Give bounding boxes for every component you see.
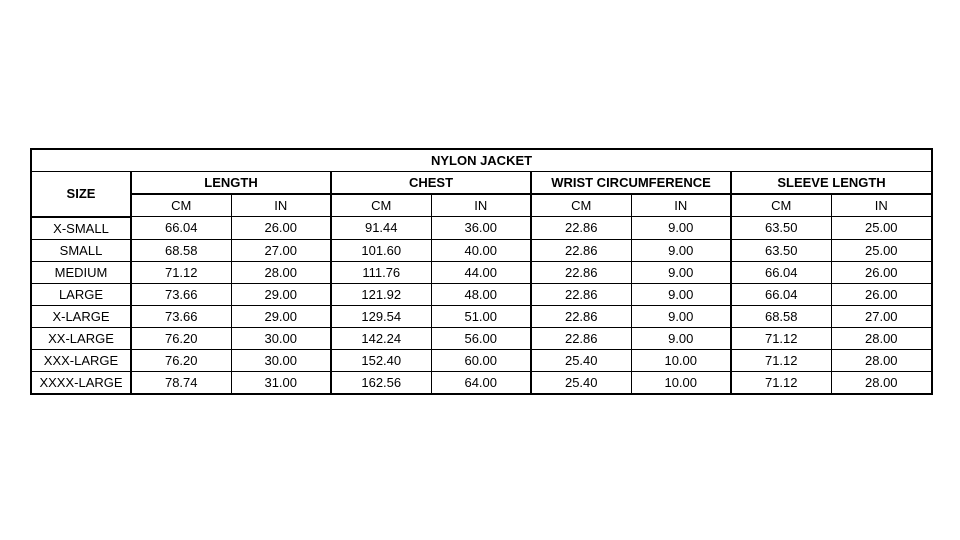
unit-header: IN: [431, 194, 531, 217]
size-cell: X-SMALL: [31, 217, 131, 240]
group-header-chest: CHEST: [331, 172, 531, 195]
measurement-cell: 26.00: [831, 261, 932, 283]
measurement-cell: 36.00: [431, 217, 531, 240]
size-cell: XXX-LARGE: [31, 349, 131, 371]
unit-header: IN: [631, 194, 731, 217]
table-row: [31, 261, 932, 283]
measurement-cell: 71.12: [731, 371, 831, 394]
measurement-cell: 76.20: [131, 327, 231, 349]
measurement-cell: 63.50: [731, 217, 831, 240]
table-body: [31, 217, 932, 394]
measurement-cell: 56.00: [431, 327, 531, 349]
unit-header: CM: [131, 194, 231, 217]
measurement-cell: 73.66: [131, 283, 231, 305]
measurement-cell: 63.50: [731, 239, 831, 261]
measurement-cell: 9.00: [631, 239, 731, 261]
unit-header: IN: [831, 194, 932, 217]
measurement-cell: 101.60: [331, 239, 431, 261]
measurement-cell: 9.00: [631, 305, 731, 327]
measurement-cell: 142.24: [331, 327, 431, 349]
group-header-length: LENGTH: [131, 172, 331, 195]
table-row: [31, 349, 932, 371]
measurement-cell: 9.00: [631, 261, 731, 283]
measurement-cell: 71.12: [131, 261, 231, 283]
size-cell: XXXX-LARGE: [31, 371, 131, 394]
measurement-cell: 22.86: [531, 239, 631, 261]
measurement-cell: 64.00: [431, 371, 531, 394]
unit-header: CM: [331, 194, 431, 217]
table-row: [31, 283, 932, 305]
size-cell: X-LARGE: [31, 305, 131, 327]
measurement-cell: 111.76: [331, 261, 431, 283]
size-cell: XX-LARGE: [31, 327, 131, 349]
size-cell: SMALL: [31, 239, 131, 261]
measurement-cell: 9.00: [631, 327, 731, 349]
size-cell: MEDIUM: [31, 261, 131, 283]
measurement-cell: 71.12: [731, 327, 831, 349]
measurement-cell: 66.04: [131, 217, 231, 240]
measurement-cell: 22.86: [531, 217, 631, 240]
unit-header: CM: [531, 194, 631, 217]
measurement-cell: 28.00: [831, 349, 932, 371]
measurement-cell: 27.00: [831, 305, 932, 327]
measurement-cell: 121.92: [331, 283, 431, 305]
measurement-cell: 22.86: [531, 261, 631, 283]
size-cell: LARGE: [31, 283, 131, 305]
unit-header: IN: [231, 194, 331, 217]
measurement-cell: 28.00: [231, 261, 331, 283]
measurement-cell: 29.00: [231, 283, 331, 305]
measurement-cell: 25.40: [531, 371, 631, 394]
measurement-cell: 22.86: [531, 283, 631, 305]
measurement-cell: 152.40: [331, 349, 431, 371]
table-row: [31, 371, 932, 394]
measurement-cell: 10.00: [631, 371, 731, 394]
measurement-cell: 66.04: [731, 261, 831, 283]
measurement-cell: 29.00: [231, 305, 331, 327]
measurement-cell: 68.58: [731, 305, 831, 327]
table-row: [31, 217, 932, 240]
size-header: SIZE: [31, 172, 131, 217]
measurement-cell: 28.00: [831, 327, 932, 349]
measurement-cell: 60.00: [431, 349, 531, 371]
measurement-cell: 44.00: [431, 261, 531, 283]
measurement-cell: 9.00: [631, 283, 731, 305]
measurement-cell: 68.58: [131, 239, 231, 261]
measurement-cell: 76.20: [131, 349, 231, 371]
unit-header: CM: [731, 194, 831, 217]
measurement-cell: 31.00: [231, 371, 331, 394]
measurement-cell: 26.00: [231, 217, 331, 240]
measurement-cell: 26.00: [831, 283, 932, 305]
measurement-cell: 30.00: [231, 327, 331, 349]
group-header-wrist: WRIST CIRCUMFERENCE: [531, 172, 731, 195]
measurement-cell: 73.66: [131, 305, 231, 327]
measurement-cell: 22.86: [531, 327, 631, 349]
size-chart-table: [30, 148, 933, 395]
group-header-sleeve: SLEEVE LENGTH: [731, 172, 932, 195]
measurement-cell: 66.04: [731, 283, 831, 305]
measurement-cell: 25.00: [831, 239, 932, 261]
table-row: [31, 327, 932, 349]
measurement-cell: 22.86: [531, 305, 631, 327]
measurement-cell: 28.00: [831, 371, 932, 394]
measurement-cell: 78.74: [131, 371, 231, 394]
table-title: NYLON JACKET: [31, 149, 932, 172]
measurement-cell: 10.00: [631, 349, 731, 371]
measurement-cell: 162.56: [331, 371, 431, 394]
table-row: [31, 305, 932, 327]
measurement-cell: 9.00: [631, 217, 731, 240]
measurement-cell: 48.00: [431, 283, 531, 305]
measurement-cell: 30.00: [231, 349, 331, 371]
measurement-cell: 27.00: [231, 239, 331, 261]
measurement-cell: 129.54: [331, 305, 431, 327]
measurement-cell: 51.00: [431, 305, 531, 327]
measurement-cell: 71.12: [731, 349, 831, 371]
measurement-cell: 40.00: [431, 239, 531, 261]
table-row: [31, 239, 932, 261]
measurement-cell: 25.00: [831, 217, 932, 240]
measurement-cell: 91.44: [331, 217, 431, 240]
measurement-cell: 25.40: [531, 349, 631, 371]
